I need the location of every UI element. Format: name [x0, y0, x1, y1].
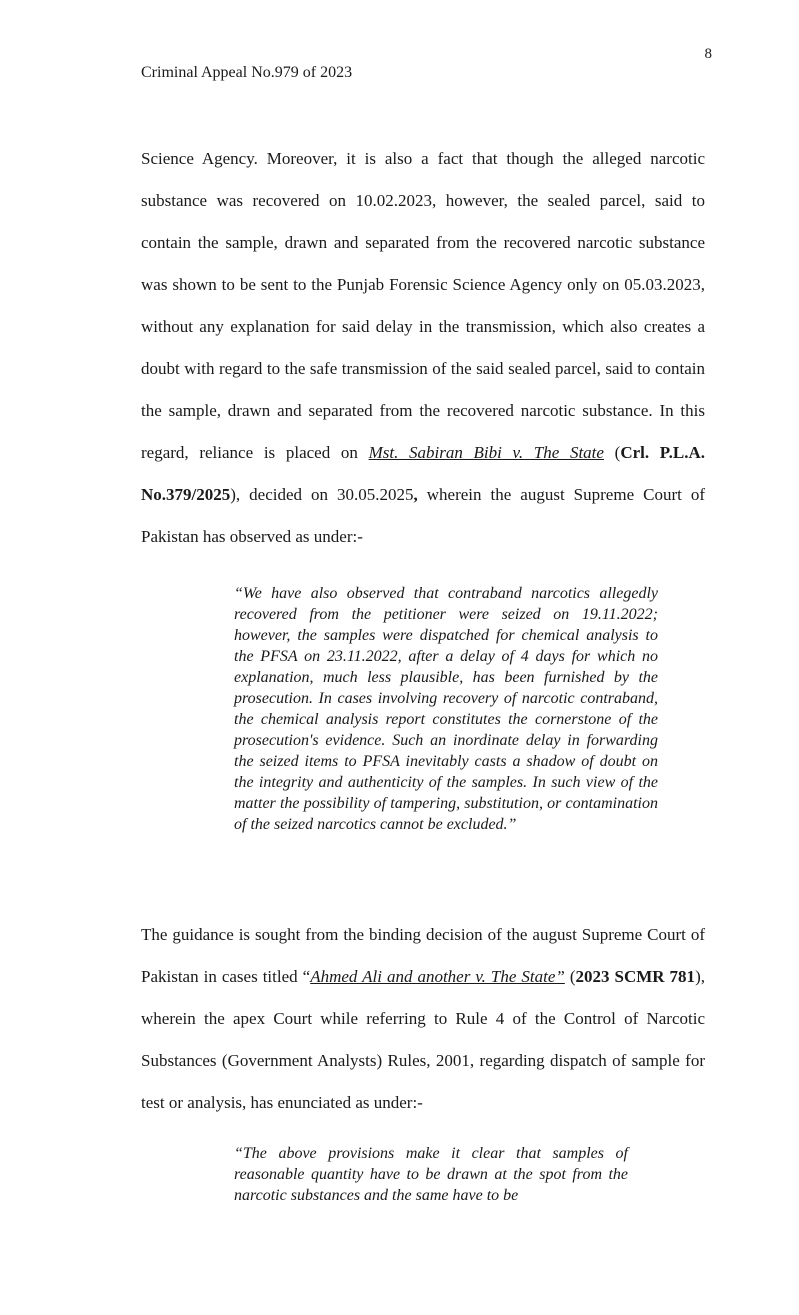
- paragraph-binding-decision: [141, 914, 705, 1124]
- case-title-header: Criminal Appeal No.979 of 2023: [141, 64, 353, 81]
- paragraph-text: wherein the august Supreme Court of Pakistan has observed as under:-: [141, 485, 705, 546]
- paragraph-text: Science Agency. Moreover, it is also a fact that though the alleged narcotic substance was recovered on 10.02.2023, however, the sealed parcel, said to contain the sample, drawn and separated from the recovered narcotic substance was shown to be sent to the Punjab Forensic Science Agency only on 05.03.2023, without any explanation for said delay in the transmission, which also creates a doubt with regard to the safe transmission of the said sealed parcel, said to contain the sample, drawn and separated from the recovered narcotic substance. In this regard, reliance is placed on: [141, 149, 705, 462]
- block-quote-samples-provisions: “The above provisions make it clear that samples of reasonable quantity have to be drawn at the spot from the narcotic substances and the same have to be: [234, 1145, 628, 1204]
- paragraph-delay-in-transmission: [141, 138, 705, 558]
- paragraph-text: ), decided on 30.05.2025: [230, 485, 414, 504]
- paragraph-text: (: [603, 443, 621, 462]
- citation-crl-pla: Crl. P.L.A. No.379/2025: [141, 443, 705, 504]
- paragraph-text: ), wherein the apex Court while referring to Rule 4 of the Control of Narcotic Substances (Government Analysts) Rules, 2001, regarding dispatch of sample for test or analysis, has enunciated as under:-: [141, 967, 705, 1112]
- page-number: 8: [704, 46, 712, 62]
- paragraph-text: The guidance is sought from the binding decision of the august Supreme Court of Pakistan in cases titled “: [141, 925, 705, 986]
- citation-scmr: 2023 SCMR 781: [575, 967, 696, 986]
- case-reference-ahmed-ali: Ahmed Ali and another v. The State”: [310, 967, 565, 986]
- paragraph-text: (: [564, 967, 576, 986]
- paragraph-text: ,: [413, 485, 418, 504]
- block-quote-supreme-court: “We have also observed that contraband narcotics allegedly recovered from the petitioner were seized on 19.11.2022; however, the samples were dispatched for chemical analysis to the PFSA on 23.11.2022, after a delay of 4 days for which no explanation, much less plausible, has been furnished by the prosecution. In cases involving recovery of narcotic contraband, the chemical analysis report constitutes the cornerstone of the prosecution's evidence. Such an inordinate delay in forwarding the seized items to PFSA inevitably casts a shadow of doubt on the integrity and authenticity of the samples. In such view of the matter the possibility of tampering, substitution, or contamination of the seized narcotics cannot be excluded.”: [234, 585, 658, 833]
- case-reference-sabiran-bibi: Mst. Sabiran Bibi v. The State: [368, 443, 604, 462]
